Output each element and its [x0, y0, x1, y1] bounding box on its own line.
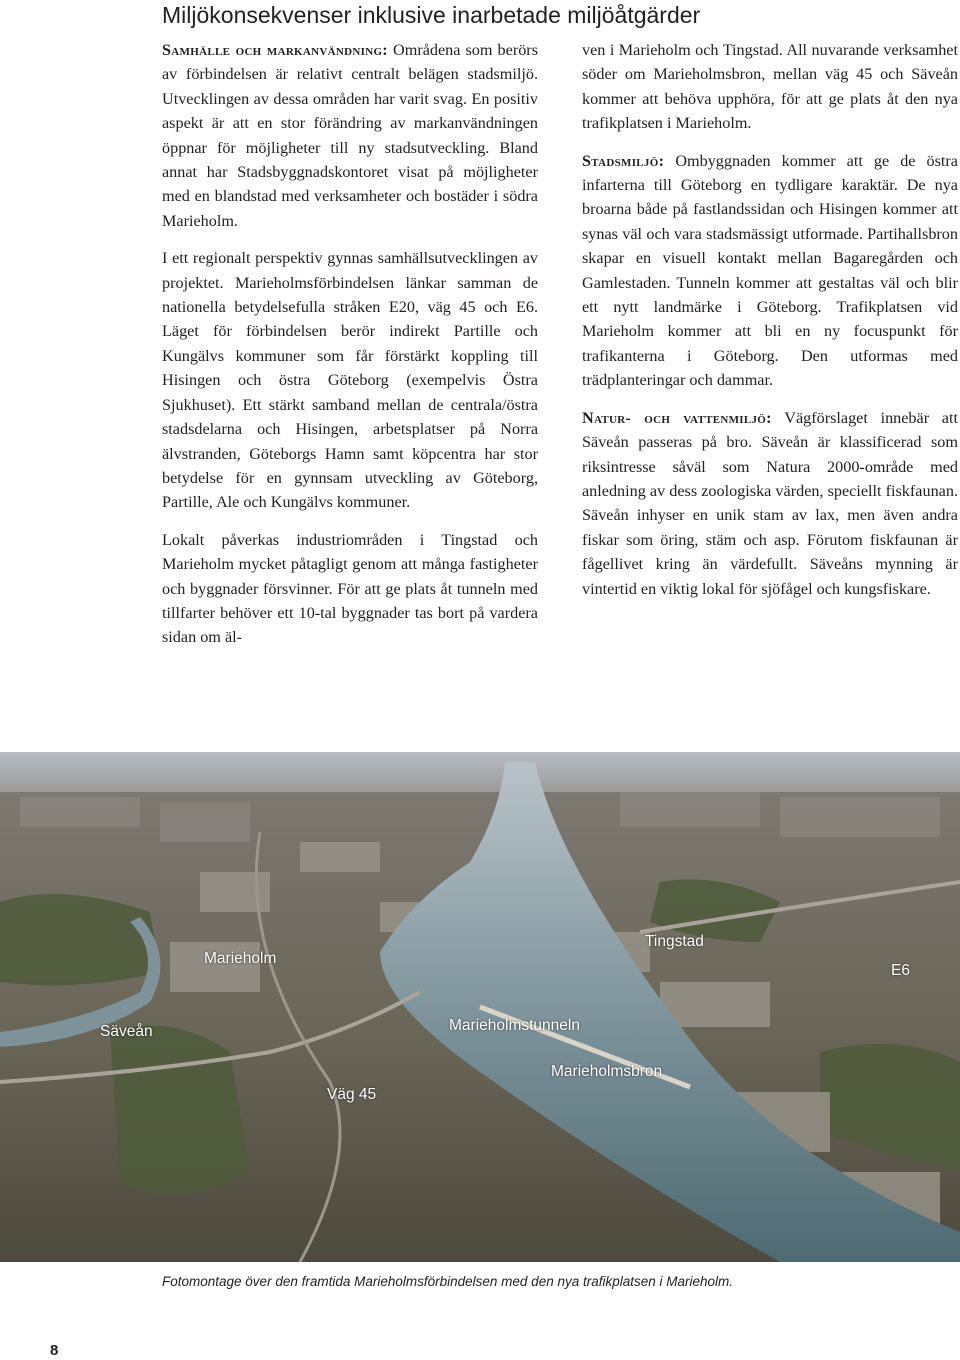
paragraph-stadsmiljo-text: Ombyggnaden kommer att ge de östra infarterna till Göteborg en tydligare karaktär. De nya broarna både på fastlandssidan och Hisingen kommer att synas väl och vara stadsmässigt utformade. Partihallsbron skapar en visuell kontakt mellan Bagaregården och Gamlestaden. Tunneln kommer att gestaltas väl och blir ett nytt landmärke i Göteborg. Trafikplatsen vid Marieholm kommer att bli en ny focuspunkt för trafikanterna i Göteborg. Den utformas med trädplanteringar och dammar. — [582, 151, 958, 390]
paragraph-regional: I ett regionalt perspektiv gynnas samhällsutvecklingen av projektet. Marieholmsförbindelsen länkar samman de nationella betydelsefulla stråken E20, väg 45 och E6. Läget för förbindelsen berör indirekt Partille och Kungälvs kommuner som får förstärkt koppling till Hisingen och östra Göteborg (exempelvis Östra Sjukhuset). Ett stärkt samband mellan de centrala/östra stadsdelarna och Hisingen, arbetsplatser på Norra älvstranden, Göteborgs Hamn samt köpcentra har stor betydelse för en gynnsam utveckling av Göteborg, Partille, Ale och Kungälvs kommuner. — [162, 249, 538, 512]
aerial-photo-illustration — [0, 752, 960, 1262]
paragraph-natur — [582, 406, 958, 601]
left-text-column — [162, 38, 538, 663]
photo-label-marieholmsbron: Marieholmsbron — [551, 1063, 663, 1080]
paragraph-lokalt: Lokalt påverkas industriområden i Tingstad och Marieholm mycket påtagligt genom att många fastigheter och byggnader försvinner. För att ge plats åt tunneln med tillfarter behöver ett 10-tal byggnader tas bort på vardera sidan om äl- — [162, 530, 538, 647]
photo-caption: Fotomontage över den framtida Marieholmsförbindelsen med den nya trafikplatsen i Marieholm. — [162, 1274, 734, 1289]
aerial-photomontage — [0, 752, 960, 1262]
photo-label-tingstad: Tingstad — [645, 933, 704, 950]
section-heading-natur: Natur- och vattenmiljö: — [582, 408, 772, 427]
paragraph-samhalle — [162, 38, 538, 233]
paragraph-natur-text: Vägförslaget innebär att Säveån passeras på bro. Säveån är klassificerad som riksintresse såväl som Natura 2000-område med anledning av dess zoologiska värden, speciellt fiskfaunan. Säveån inhyser en unik stam av lax, men även andra fiskar som öring, stäm och asp. Förutom fiskfaunan är fågellivet kring än värdefullt. Säveåns mynning är vintertid en viktig lokal för sjöfågel och kungsfiskare. — [582, 408, 958, 598]
photo-label-marieholm: Marieholm — [204, 950, 277, 967]
section-heading-samhalle: Samhälle och markanvändning: — [162, 41, 388, 59]
photo-label-vag45: Väg 45 — [327, 1086, 377, 1103]
paragraph-continuation: ven i Marieholm och Tingstad. All nuvarande verksamhet söder om Marieholmsbron, mellan väg 45 och Säveån kommer att behöva upphöra, för att ge plats åt den nya trafikplatsen i Marieholm. — [582, 41, 958, 133]
right-text-column — [582, 38, 958, 614]
paragraph-samhalle-text: Områdena som berörs av förbindelsen är relativt centralt belägen stadsmiljö. Utvecklingen av dessa områden har varit svag. En positiv aspekt är att en stor förändring av markanvändningen öppnar för möjligheter till ny stadsutveckling. Bland annat har Stadsbyggnadskontoret visat på möjligheter med en blandstad med verksamheter och bostäder i södra Marieholm. — [162, 41, 538, 230]
page-title: Miljökonsekvenser inklusive inarbetade miljöåtgärder — [162, 2, 701, 28]
photo-label-marieholmstunneln: Marieholmstunneln — [449, 1017, 580, 1034]
section-heading-stadsmiljo: Stadsmiljö: — [582, 151, 665, 170]
paragraph-stadsmiljo — [582, 149, 958, 393]
page-number: 8 — [50, 1342, 59, 1359]
photo-label-e6: E6 — [891, 962, 910, 979]
photo-label-savean: Säveån — [100, 1023, 153, 1040]
